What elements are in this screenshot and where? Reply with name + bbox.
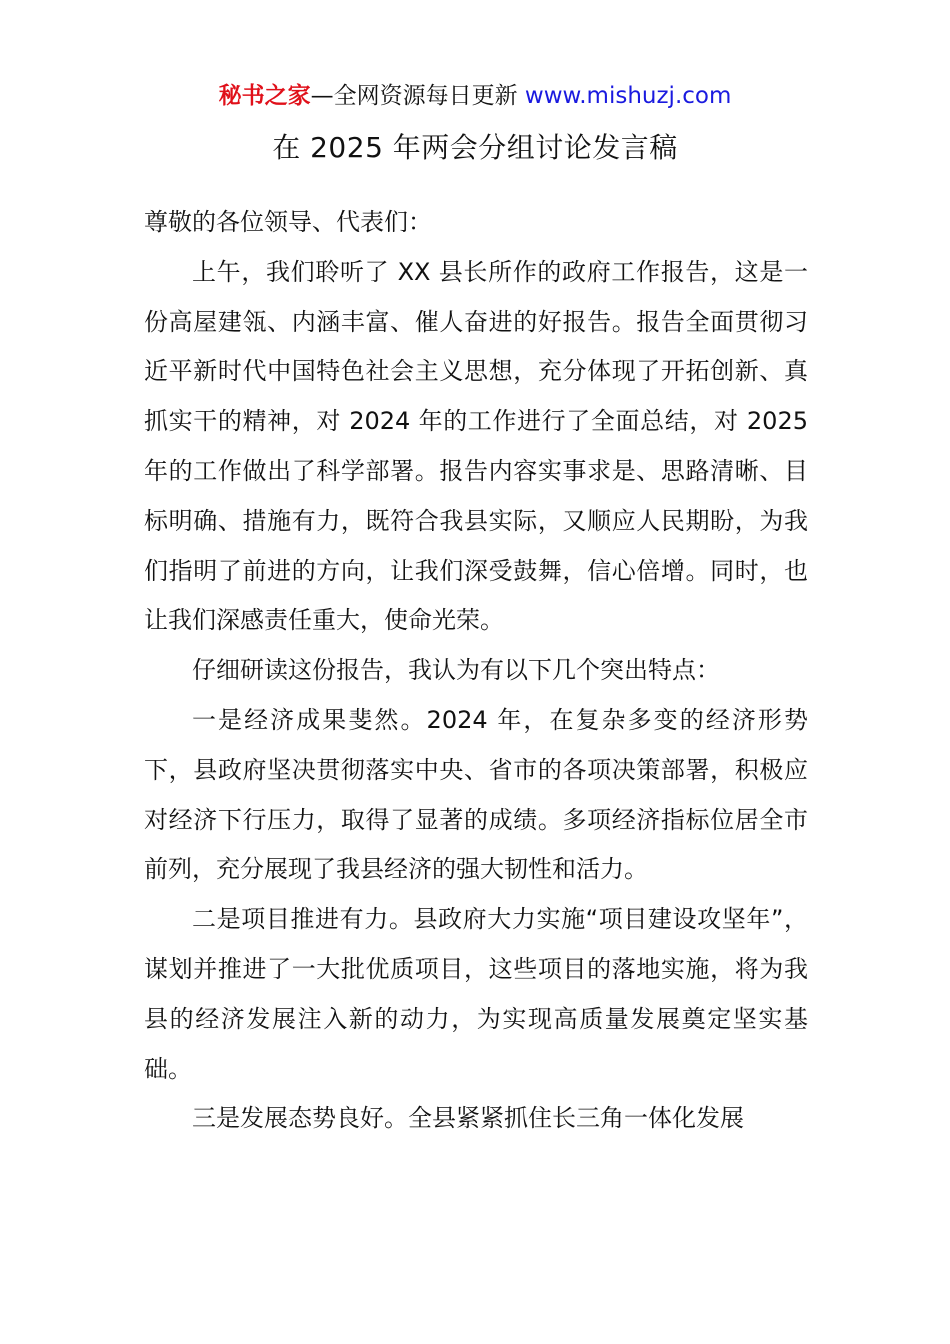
paragraph: 三是发展态势良好。全县紧紧抓住长三角一体化发展 — [192, 1104, 744, 1133]
site-tagline: —全网资源每日更新 — [310, 83, 525, 109]
paragraph: 一是经济成果斐然。2024 年，在复杂多变的经济形势下，县政府坚决贯彻落实中央、省市的各项决策部署，积极应对经济下行压力，取得了显著的成绩。多项经济指标位居全市前列，充分展现了我县经济的强大韧性和活力。 — [144, 705, 808, 884]
salutation: 尊敬的各位领导、代表们： — [144, 208, 432, 236]
site-name: 秘书之家 — [218, 83, 311, 109]
document-title: 在 2025 年两会分组讨论发言稿 — [272, 131, 678, 164]
document-body — [144, 198, 808, 1144]
paragraph: 仔细研读这份报告，我认为有以下几个突出特点： — [192, 656, 720, 685]
site-url-link[interactable]: www.mishuzj.com — [524, 83, 732, 109]
paragraph: 二是项目推进有力。县政府大力实施“项目建设攻坚年”，谋划并推进了一大批优质项目，这些项目的落地实施，将为我县的经济发展注入新的动力，为实现高质量发展奠定坚实基础。 — [144, 905, 808, 1083]
site-header — [0, 80, 950, 112]
paragraph: 上午，我们聆听了 XX 县长所作的政府工作报告，这是一份高屋建瓴、内涵丰富、催人奋进的好报告。报告全面贯彻习近平新时代中国特色社会主义思想，充分体现了开拓创新、真抓实干的精神，对 2024 年的工作进行了全面总结，对 2025 年的工作做出了科学部署。报告内容实事求是、思路清晰、目标明确、措施有力，既符合我县实际，又顺应人民期盼，为我们指明了前进的方向，让我们深受鼓舞，信心倍增。同时，也让我们深感责任重大，使命光荣。 — [144, 257, 808, 635]
